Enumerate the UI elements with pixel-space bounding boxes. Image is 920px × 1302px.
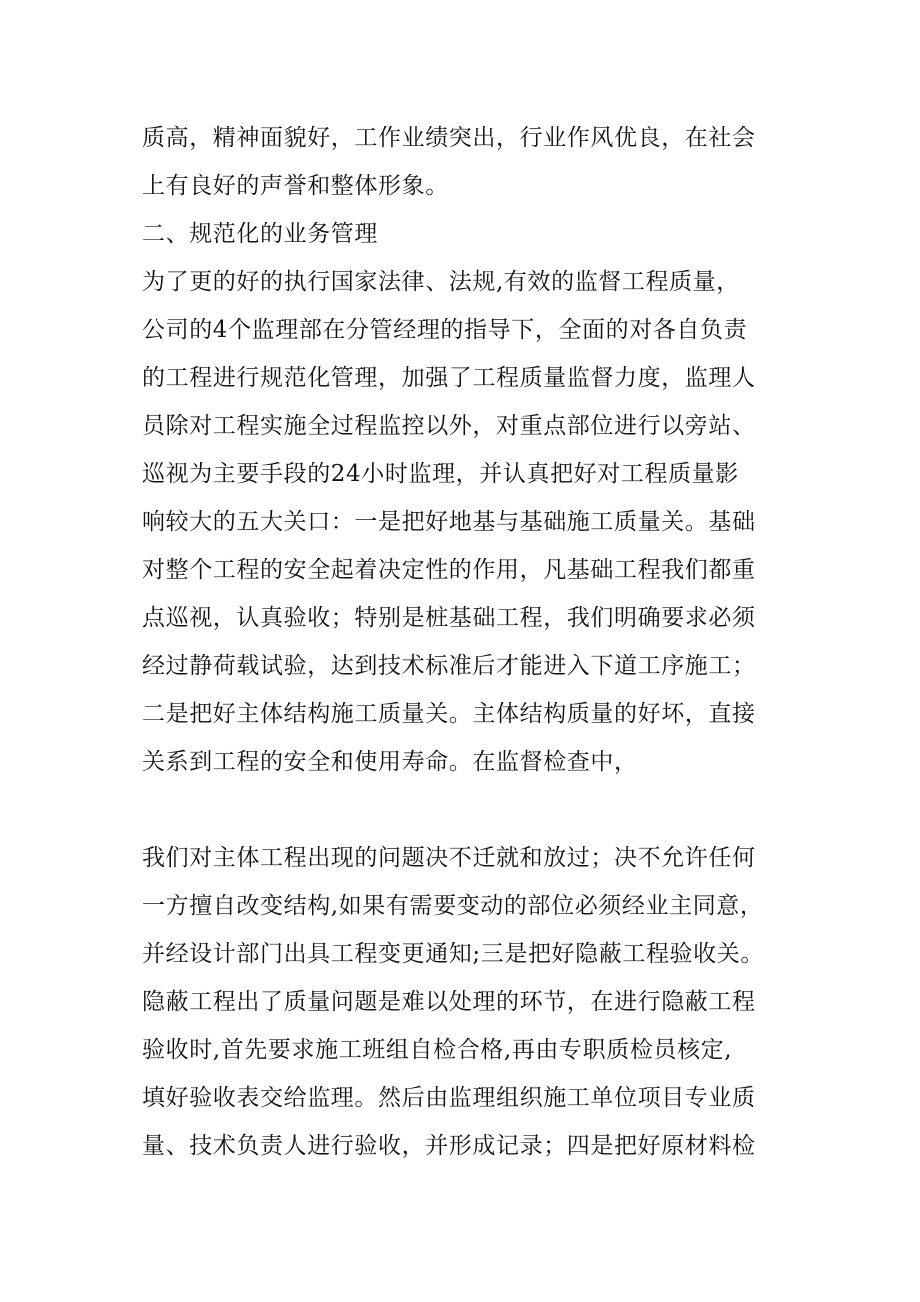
text-line: 验收时,首先要求施工班组自检合格,再由专职质检员核定, (142, 1037, 733, 1063)
text-line: 点巡视，认真验收；特别是桩基础工程，我们明确要求必须 (142, 605, 756, 631)
text-line: 质高，精神面貌好，工作业绩突出，行业作风优良，在社会 (142, 125, 756, 151)
section-heading: 二、规范化的业务管理 (142, 221, 378, 247)
text-line: 关系到工程的安全和使用寿命。在监督检查中， (142, 749, 638, 775)
text-line: 公司的4个监理部在分管经理的指导下，全面的对各自负责 (142, 317, 748, 343)
text-line: 响较大的五大关口：一是把好地基与基础施工质量关。基础 (142, 509, 756, 535)
text-line: 巡视为主要手段的24小时监理，并认真把好对工程质量影 (142, 461, 739, 487)
text-line: 隐蔽工程出了质量问题是难以处理的环节，在进行隐蔽工程 (142, 989, 756, 1015)
text-line: 填好验收表交给监理。然后由监理组织施工单位项目专业质 (142, 1085, 756, 1111)
text-line: 我们对主体工程出现的问题决不迁就和放过；决不允许任何 (142, 845, 756, 871)
text-line: 员除对工程实施全过程监控以外，对重点部位进行以旁站、 (142, 413, 756, 439)
text-line: 的工程进行规范化管理，加强了工程质量监督力度，监理人 (142, 365, 756, 391)
text-line: 对整个工程的安全起着决定性的作用，凡基础工程我们都重 (142, 557, 756, 583)
text-line: 一方擅自改变结构,如果有需要变动的部位必须经业主同意， (142, 893, 764, 919)
text-line: 为了更的好的执行国家法律、法规,有效的监督工程质量， (142, 269, 740, 295)
text-line: 上有良好的声誉和整体形象。 (142, 173, 449, 199)
text-line: 二是把好主体结构施工质量关。主体结构质量的好坏，直接 (142, 701, 756, 727)
text-line: 量、技术负责人进行验收，并形成记录；四是把好原材料检 (142, 1133, 756, 1159)
text-line: 并经设计部门出具工程变更通知;三是把好隐蔽工程验收关。 (142, 941, 764, 967)
text-line: 经过静荷载试验，达到技术标准后才能进入下道工序施工； (142, 653, 756, 679)
